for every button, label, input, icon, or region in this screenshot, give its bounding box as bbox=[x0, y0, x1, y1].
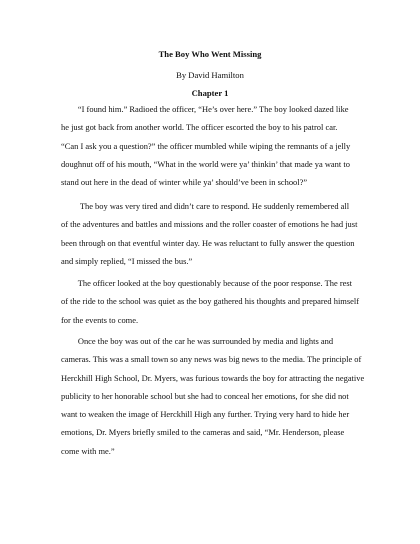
paragraph-line: doughnut off of his mouth, “What in the world were ya’ thinkin’ that made ya want to bbox=[61, 158, 350, 169]
paragraph-line: “I found him.” Radioed the officer, “He’s over here.” The boy looked dazed like bbox=[61, 104, 349, 114]
paragraph-line: come with me.” bbox=[61, 445, 115, 456]
document-author: By David Hamilton bbox=[176, 70, 244, 80]
paragraph-1 bbox=[61, 100, 364, 191]
paragraph-3 bbox=[61, 274, 364, 329]
paragraph-line: of the adventures and battles and missions and the roller coaster of emotions he had just bbox=[61, 219, 358, 230]
document-title: The Boy Who Went Missing bbox=[158, 49, 262, 59]
paragraph-line: of the ride to the school was quiet as the boy gathered his thoughts and prepared himself bbox=[61, 296, 360, 307]
paragraph-line: Herckhill High School, Dr. Myers, was furious towards the boy for attracting the negative bbox=[61, 372, 365, 383]
paragraph-line: stand out here in the dead of winter while ya’ should’ve been in school?” bbox=[61, 177, 308, 188]
paragraph-line: The boy was very tired and didn’t care to respond. He suddenly remembered all bbox=[61, 201, 350, 211]
paragraph-line: cameras. This was a small town so any news was big news to the media. The principle of bbox=[61, 354, 362, 365]
paragraph-4 bbox=[61, 332, 364, 460]
paragraph-line: want to weaken the image of Herckhill High any further. Trying very hard to hide her bbox=[61, 409, 350, 420]
paragraph-line: emotions, Dr. Myers briefly smiled to the cameras and said, “Mr. Henderson, please bbox=[61, 427, 345, 438]
paragraph-line: been through on that eventful winter day. He was reluctant to fully answer the question bbox=[61, 237, 355, 248]
paragraph-line: for the events to come. bbox=[61, 314, 139, 325]
paragraph-line: publicity to her honorable school but she had to conceal her emotions, for she did not bbox=[61, 390, 349, 401]
paragraph-2 bbox=[61, 197, 364, 270]
paragraph-line: and simply replied, “I missed the bus.” bbox=[61, 255, 193, 266]
paragraph-line: The officer looked at the boy questionably because of the poor response. The rest bbox=[61, 278, 353, 288]
chapter-heading: Chapter 1 bbox=[191, 88, 229, 98]
paragraph-line: “Can I ask you a question?” the officer mumbled while wiping the remnants of a jelly bbox=[61, 140, 351, 151]
paragraph-line: he just got back from another world. The officer escorted the boy to his patrol car. bbox=[61, 122, 338, 133]
paragraph-line: Once the boy was out of the car he was surrounded by media and lights and bbox=[61, 336, 334, 346]
